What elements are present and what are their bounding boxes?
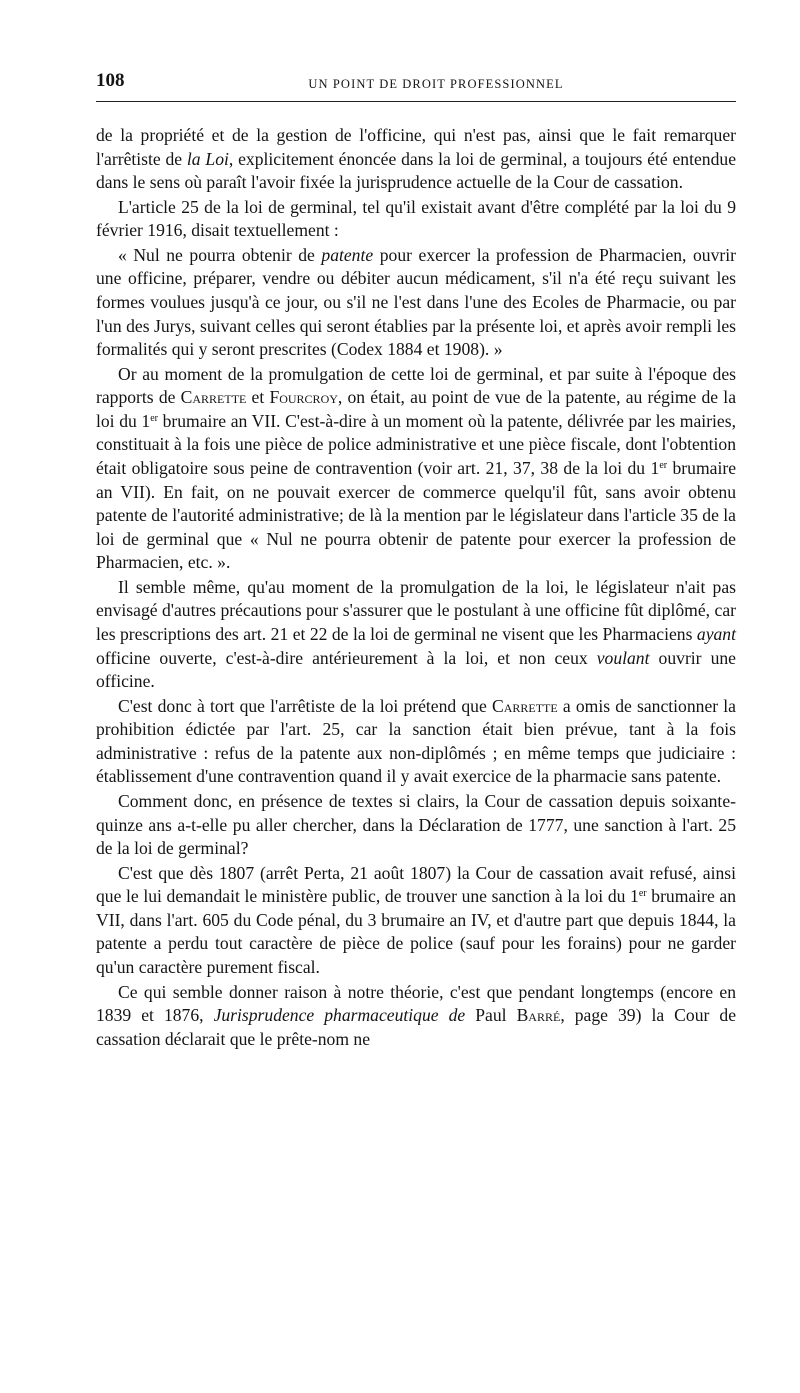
paragraph	[96, 124, 736, 195]
paragraph	[96, 695, 736, 789]
small-caps-name: Carrette	[491, 695, 558, 716]
body-text	[96, 124, 736, 1051]
text-run: C'est donc à tort que l'arrêtiste de la loi prétend que	[118, 695, 492, 716]
text-run: brumaire an VII). En fait, on ne pouvait exercer de commerce quelqu'il fût, sans avoir obtenu patente de l'autorité administrative; de là la mention par le législateur dans l'article 35 de la loi de germinal que « Nul ne pourra obtenir de patente pour exercer la profession de Pharmacien, etc. ».	[96, 457, 737, 573]
text-run: L'article 25 de la loi de germinal, tel qu'il existait avant d'être complété par la loi du 9 février 1916, disait textuellement :	[96, 196, 736, 241]
text-run: a omis de sanctionner la prohibition édictée par l'art. 25, car la sanction était bien prévue, tant à la fois administrative : refus de la patente aux non-diplômés ; en même temps que judiciaire : établissement d'une contravention quand il y avait exercice de la pharmacie sans patente.	[96, 695, 736, 787]
text-run: pour exercer la profession de Pharmacien, ouvrir une officine, préparer, vendre ou débiter aucun médicament, s'il n'a été reçu suivant les formes voulues jusqu'à ce jour, ou s'il ne l'est dans l'une des Ecoles de Pharmacie, ou par l'un des Jurys, suivant celles qui seront établies par la présente loi, et après avoir rempli les formalités qui y seront prescrites (Codex 1884 et 1908). »	[96, 244, 736, 360]
page-number: 108	[96, 70, 125, 91]
text-run: C'est que dès 1807 (arrêt Perta, 21 août 1807) la Cour de cassation avait refusé, ainsi que le lui demandait le ministère public, de trouver une sanction à la loi du 1	[96, 862, 736, 907]
text-run: Or au moment de la promulgation de cette loi de germinal, et par suite à l'époque des rapports de	[96, 363, 736, 408]
small-caps-name: Fourcroy	[269, 387, 338, 408]
text-run: , on était, au point de vue de la patente, au régime de la loi du 1	[96, 387, 736, 431]
paragraph	[96, 981, 736, 1052]
paragraph	[96, 576, 736, 694]
paragraph	[96, 790, 736, 861]
text-run: et	[246, 387, 270, 408]
italic-text: Jurisprudence pharmaceutique de	[213, 1005, 466, 1026]
page-header	[96, 70, 736, 100]
running-title: UN POINT DE DROIT PROFESSIONNEL	[308, 77, 564, 91]
text-run: Paul	[465, 1005, 517, 1026]
text-run: , page 39) la Cour de cassation déclarait que le prête-nom ne	[96, 1005, 737, 1049]
italic-text: la Loi	[186, 148, 229, 169]
header-rule	[96, 101, 736, 102]
italic-text: ayant	[696, 624, 736, 645]
text-run: brumaire an VII. C'est-à-dire à un moment où la patente, délivrée par les mairies, constituait à la fois une pièce de police administrative et une pièce fiscale, dont l'obtention était obligatoire sous peine de contravention (voir art. 21, 37, 38 de la loi du 1	[96, 410, 736, 478]
text-run: , explicitement énoncée dans la loi de germinal, a toujours été entendue dans le sens où paraît l'avoir fixée la jurisprudence actuelle de la Cour de cassation.	[96, 148, 736, 193]
small-caps-name: Barré	[516, 1005, 561, 1026]
text-run: « Nul ne pourra obtenir de	[118, 244, 322, 265]
paragraph	[96, 862, 736, 980]
text-run: ouvrir une officine.	[96, 647, 736, 692]
italic-text: patente	[321, 244, 374, 265]
text-run: officine ouverte, c'est-à-dire antérieurement à la loi, et non ceux	[96, 647, 597, 668]
paragraph	[96, 244, 736, 362]
superscript: er	[638, 888, 647, 900]
text-run: Il semble même, qu'au moment de la promulgation de la loi, le législateur n'ait pas envisagé d'autres précautions pour s'assurer que le postulant à une officine fût diplômé, car les prescriptions des art. 21 et 22 de la loi de germinal ne visent que les Pharmaciens	[96, 576, 736, 645]
text-run: Comment donc, en présence de textes si clairs, la Cour de cassation depuis soixante-quinze ans a-t-elle pu aller chercher, dans la Déclaration de 1777, une sanction à l'art. 25 de la loi de germinal?	[96, 790, 736, 859]
text-run: brumaire an VII, dans l'art. 605 du Code pénal, du 3 brumaire an IV, et d'autre part que depuis 1844, la patente a perdu tout caractère de pièce de police (sauf pour les forains) pour ne garder qu'un caractère purement fiscal.	[96, 886, 737, 978]
superscript: er	[659, 459, 668, 471]
paragraph	[96, 363, 736, 575]
text-run: de la propriété et de la gestion de l'officine, qui n'est pas, ainsi que le fait remarquer l'arrêtiste de	[96, 125, 736, 169]
text-run: Ce qui semble donner raison à notre théorie, c'est que pendant longtemps (encore en 1839 et 1876,	[96, 981, 736, 1026]
superscript: er	[150, 412, 158, 424]
paragraph	[96, 196, 736, 243]
small-caps-name: Carrette	[180, 387, 247, 408]
italic-text: voulant	[596, 647, 650, 668]
